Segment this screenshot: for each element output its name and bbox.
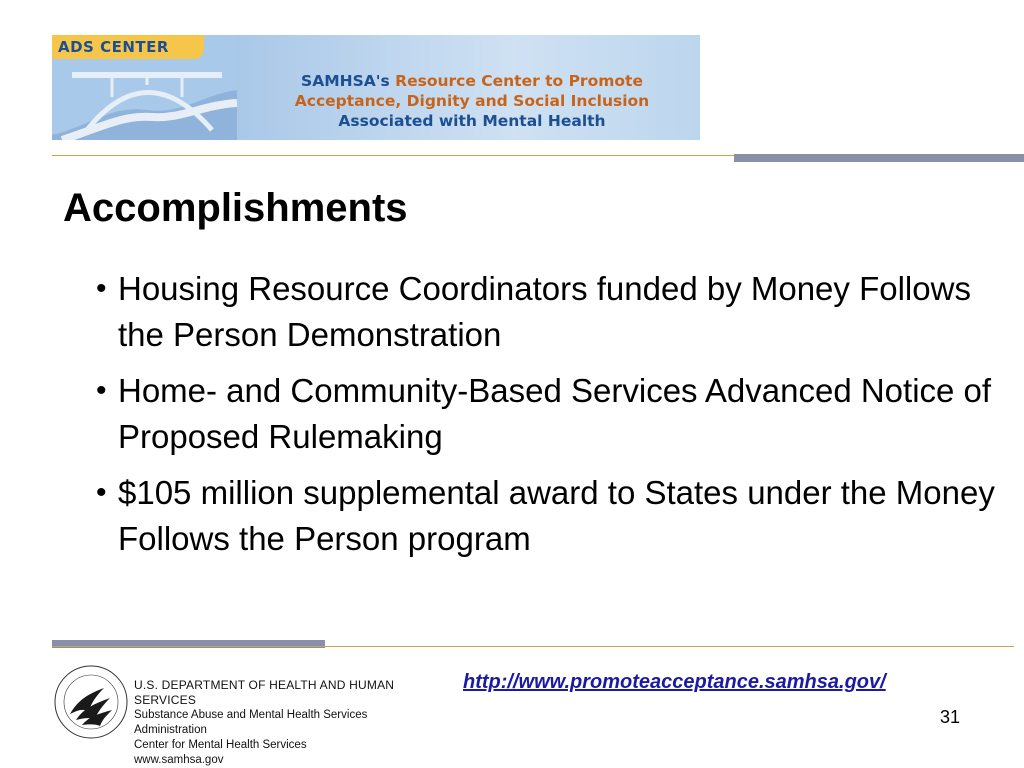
cmhs-center-name: Center for Mental Health Services xyxy=(134,739,307,751)
samhsa-resource-center-text xyxy=(262,71,682,131)
bullet-text: $105 million supplemental award to States under the Money Follows the Person program xyxy=(118,474,995,557)
hhs-department-name: U.S. DEPARTMENT OF HEALTH AND HUMAN SERVICES xyxy=(134,678,395,707)
promote-acceptance-link[interactable]: http://www.promoteacceptance.samhsa.gov/ xyxy=(463,671,886,693)
bullet-item xyxy=(96,266,996,358)
bullet-dot: • xyxy=(96,374,107,407)
samhsa-line-3: Associated with Mental Health xyxy=(338,112,606,130)
bullet-list xyxy=(96,266,996,572)
hhs-eagle-seal-icon xyxy=(52,662,130,742)
ads-center-banner xyxy=(52,35,700,140)
bullet-dot: • xyxy=(96,272,107,305)
slide-title: Accomplishments xyxy=(63,186,408,230)
bullet-text: Housing Resource Coordinators funded by Money Follows the Person Demonstration xyxy=(118,270,971,353)
hhs-samhsa-footer-logo xyxy=(52,660,442,766)
top-accent-bar xyxy=(734,154,1024,162)
bridge-panel xyxy=(52,35,237,140)
samhsa-agency-name: Substance Abuse and Mental Health Services Administration xyxy=(134,709,368,736)
samhsa-website: www.samhsa.gov xyxy=(134,754,224,766)
hhs-text-lines xyxy=(134,678,442,768)
ads-center-tab xyxy=(52,35,204,59)
samhsa-line-1: SAMHSA's Resource Center to Promote xyxy=(301,72,643,90)
slide-page-number: 31 xyxy=(940,707,961,727)
bullet-item xyxy=(96,368,996,460)
bullet-item xyxy=(96,470,996,562)
ads-center-title: ADS CENTER xyxy=(58,38,169,56)
bottom-divider-line xyxy=(52,646,1014,647)
bullet-dot: • xyxy=(96,476,107,509)
samhsa-line-2: Acceptance, Dignity and Social Inclusion xyxy=(294,92,650,110)
bullet-text: Home- and Community-Based Services Advanced Notice of Proposed Rulemaking xyxy=(118,372,992,455)
